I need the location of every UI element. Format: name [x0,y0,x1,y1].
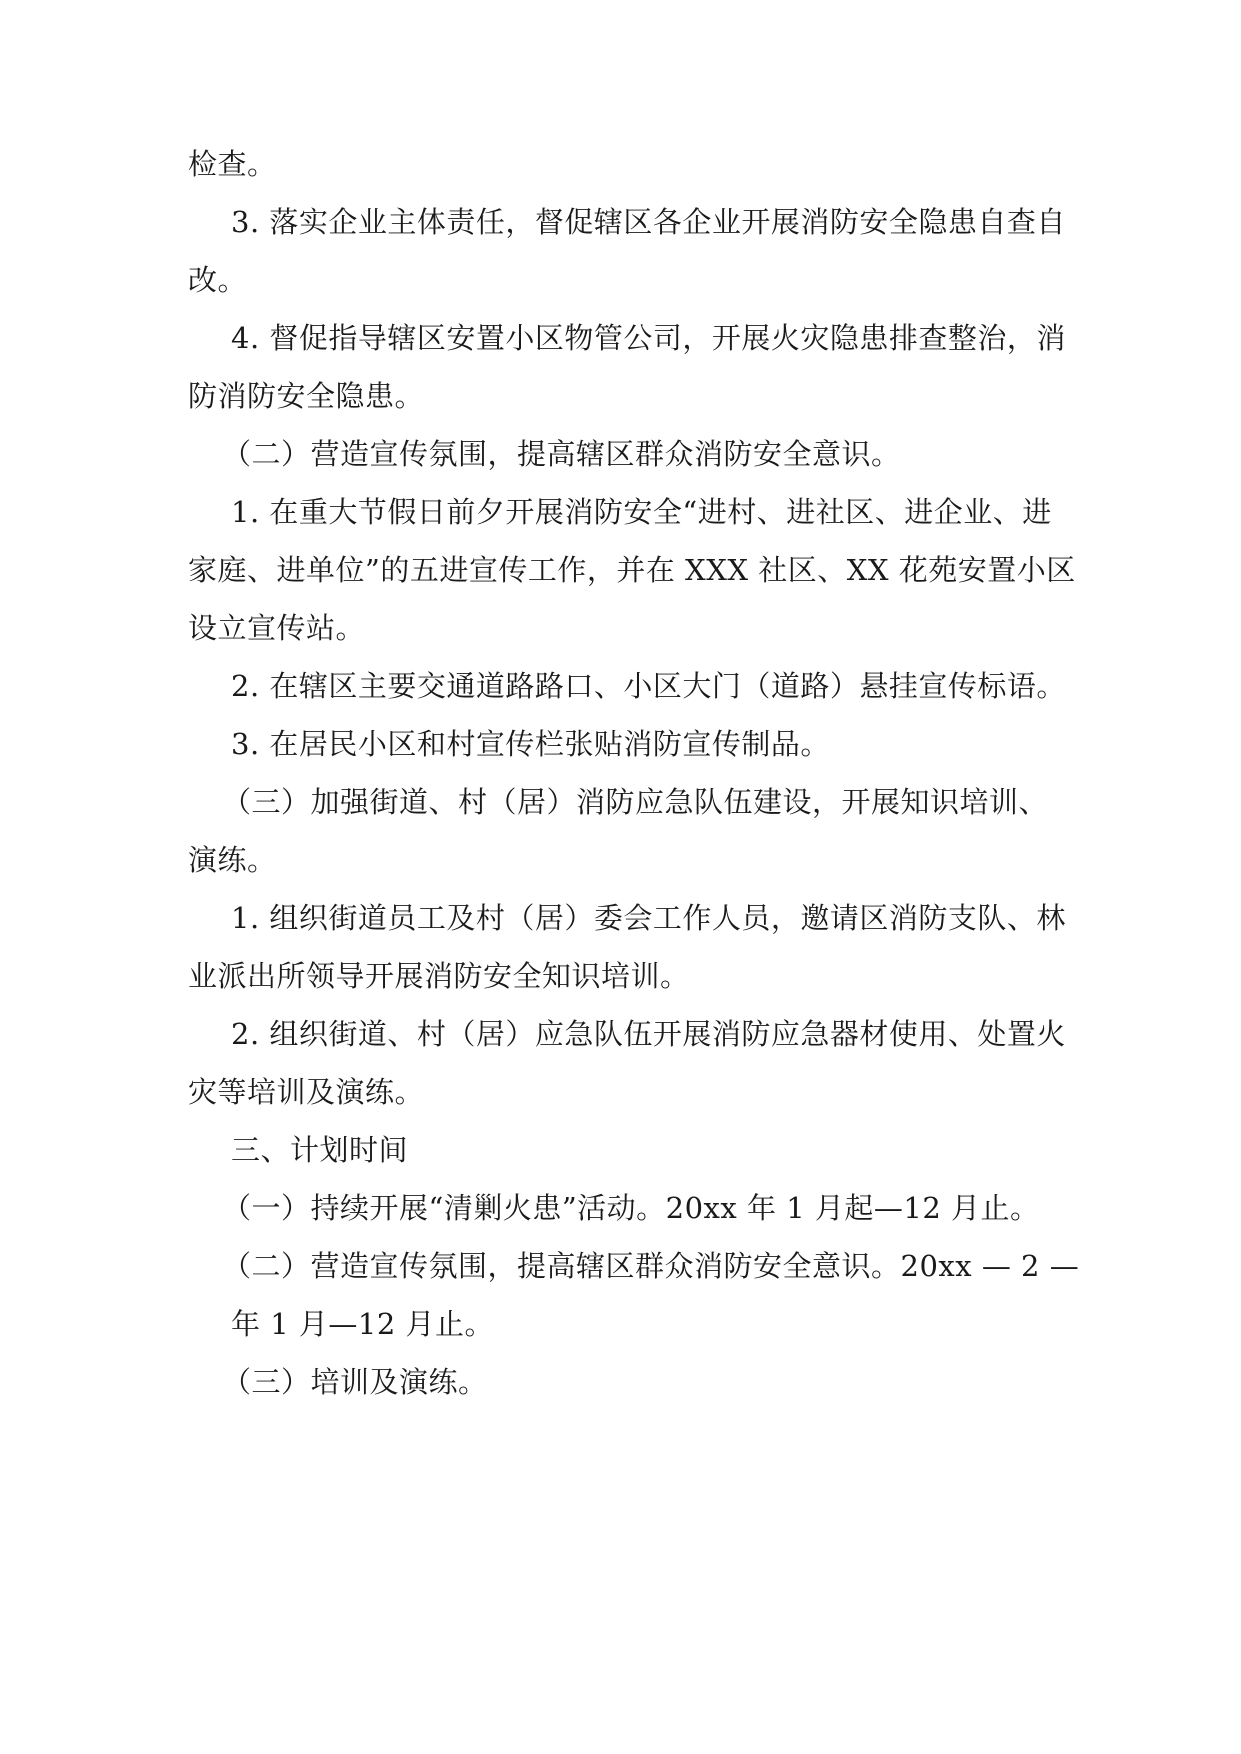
text-line: 1. 组织街道员工及村（居）委会工作人员，邀请区消防支队、林 [231,901,1066,935]
text-line: （一）持续开展“清剿火患”活动。20xx 年 1 月起—12 月止。 [222,1191,1040,1225]
text-line: 演练。 [188,843,277,877]
text-line: 2. 在辖区主要交通道路路口、小区大门（道路）悬挂宣传标语。 [231,669,1066,703]
text-line: 灾等培训及演练。 [188,1075,425,1109]
text-line: 改。 [188,263,248,297]
section-heading: 三、计划时间 [231,1133,409,1167]
section-heading: （二）营造宣传氛围，提高辖区群众消防安全意识。 [222,437,901,471]
text-line: 检查。 [188,147,277,181]
text-line: 年 1 月—12 月止。 [231,1307,495,1341]
text-line: 3. 落实企业主体责任，督促辖区各企业开展消防安全隐患自查自 [231,205,1066,239]
section-heading: （三）加强街道、村（居）消防应急队伍建设，开展知识培训、 [222,785,1049,819]
text-line: 家庭、进单位”的五进宣传工作，并在 XXX 社区、XX 花苑安置小区 [188,553,1076,587]
text-line: 2. 组织街道、村（居）应急队伍开展消防应急器材使用、处置火 [231,1017,1066,1051]
text-line: 1. 在重大节假日前夕开展消防安全“进村、进社区、进企业、进 [231,495,1052,529]
text-line: 3. 在居民小区和村宣传栏张贴消防宣传制品。 [231,727,830,761]
text-line: （二）营造宣传氛围，提高辖区群众消防安全意识。20xx — 2 — [222,1249,1080,1283]
text-line: （三）培训及演练。 [222,1365,488,1399]
text-line: 设立宣传站。 [188,611,366,645]
text-line: 4. 督促指导辖区安置小区物管公司，开展火灾隐患排查整治，消 [231,321,1066,355]
text-line: 防消防安全隐患。 [188,379,425,413]
text-line: 业派出所领导开展消防安全知识培训。 [188,959,690,993]
